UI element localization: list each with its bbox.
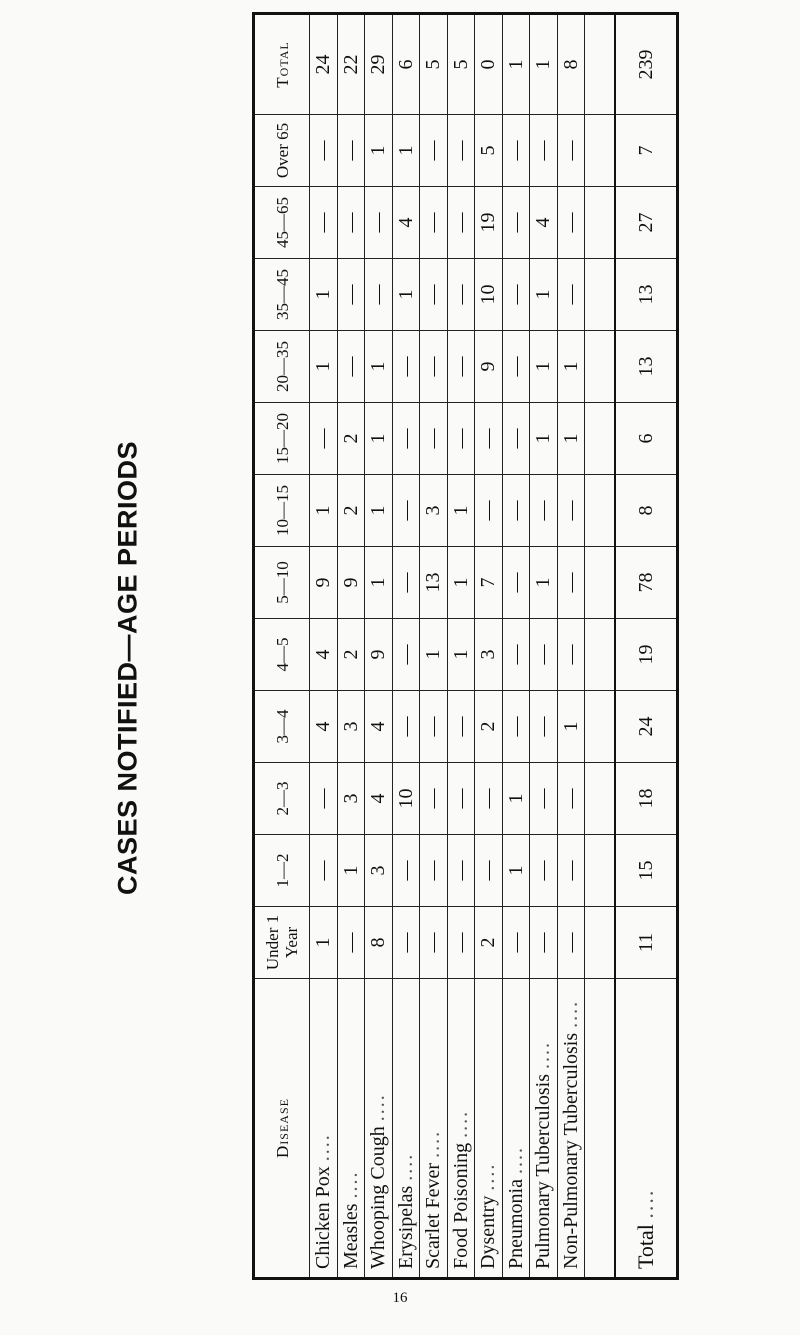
value-cell: — (557, 475, 585, 547)
value-cell: 1 (502, 835, 530, 907)
header-4-5: 4—5 (254, 619, 310, 691)
header-2-3: 2—3 (254, 763, 310, 835)
disease-name: Scarlet Fever (422, 1162, 444, 1269)
value-cell: — (447, 259, 475, 331)
value-cell: 3 (475, 619, 503, 691)
value-cell: — (475, 763, 503, 835)
disease-name: Pneumonia (504, 1179, 527, 1269)
value-cell: 1 (530, 331, 558, 403)
value-cell: 1 (310, 475, 338, 547)
value-cell: 3 (337, 763, 365, 835)
value-cell: — (502, 547, 530, 619)
header-3-4: 3—4 (254, 691, 310, 763)
value-cell: 1 (392, 115, 420, 187)
padding-cell (585, 259, 616, 331)
disease-name: Pulmonary Tuberculosis (532, 1073, 554, 1269)
value-cell: 1 (365, 547, 393, 619)
value-cell: — (557, 763, 585, 835)
header-35-45: 35—45 (254, 259, 310, 331)
value-cell: 1 (365, 115, 393, 187)
padding-cell (585, 907, 616, 979)
total-value-cell: 11 (615, 907, 678, 979)
value-cell: — (502, 619, 530, 691)
table-row (447, 14, 475, 1279)
value-cell: — (420, 691, 448, 763)
value-cell: — (420, 763, 448, 835)
value-cell: 4 (530, 187, 558, 259)
table-row (502, 14, 530, 1279)
value-cell: — (502, 187, 530, 259)
value-cell: — (447, 403, 475, 475)
value-cell: 2 (337, 475, 365, 547)
value-cell: 8 (557, 14, 585, 115)
padding-cell (585, 331, 616, 403)
padding-cell (585, 619, 616, 691)
value-cell: — (420, 331, 448, 403)
table-row (310, 14, 338, 1279)
value-cell: 3 (420, 475, 448, 547)
total-value-cell: 13 (615, 259, 678, 331)
value-cell: 2 (475, 907, 503, 979)
disease-name: Erysipelas (394, 1185, 417, 1269)
leader-dots: .... (532, 1040, 554, 1069)
leader-dots: .... (394, 1152, 417, 1181)
total-label: Total (632, 1224, 658, 1269)
table-body (310, 14, 678, 1279)
value-cell: 1 (530, 547, 558, 619)
value-cell: 1 (365, 475, 393, 547)
table-row (557, 14, 585, 1279)
value-cell: — (447, 763, 475, 835)
value-cell: — (365, 187, 393, 259)
value-cell: — (557, 835, 585, 907)
value-cell: 19 (475, 187, 503, 259)
total-value-cell: 15 (615, 835, 678, 907)
value-cell: — (502, 115, 530, 187)
total-value-cell: 8 (615, 475, 678, 547)
table-row (475, 14, 503, 1279)
value-cell: — (557, 259, 585, 331)
total-value-cell: 19 (615, 619, 678, 691)
value-cell: 1 (557, 331, 585, 403)
value-cell: 4 (310, 619, 338, 691)
value-cell: 1 (530, 403, 558, 475)
value-cell: 9 (365, 619, 393, 691)
total-value-cell: 13 (615, 331, 678, 403)
value-cell: — (337, 907, 365, 979)
value-cell: 24 (310, 14, 338, 115)
header-1-2: 1—2 (254, 835, 310, 907)
value-cell: — (530, 691, 558, 763)
value-cell: — (530, 619, 558, 691)
value-cell: 7 (475, 547, 503, 619)
leader-dots: .... (367, 1093, 389, 1122)
value-cell: 3 (337, 691, 365, 763)
value-cell: — (310, 835, 338, 907)
value-cell: 1 (365, 331, 393, 403)
leader-dots: .... (504, 1146, 527, 1174)
value-cell: — (337, 115, 365, 187)
value-cell: — (392, 907, 420, 979)
disease-name: Chicken Pox (312, 1166, 334, 1269)
value-cell: — (420, 835, 448, 907)
disease-cell (447, 979, 475, 1279)
total-value-cell: 78 (615, 547, 678, 619)
value-cell: — (392, 691, 420, 763)
value-cell: — (392, 403, 420, 475)
total-value-cell: 7 (615, 115, 678, 187)
header-10-15: 10—15 (254, 475, 310, 547)
padding-cell (585, 403, 616, 475)
disease-cell (337, 979, 365, 1279)
leader-dots: .... (339, 1170, 362, 1199)
value-cell: 2 (475, 691, 503, 763)
page-number: 16 (392, 1290, 408, 1306)
value-cell: 1 (337, 835, 365, 907)
disease-cell (420, 979, 448, 1279)
value-cell: 5 (420, 14, 448, 115)
value-cell: — (530, 475, 558, 547)
value-cell: — (392, 835, 420, 907)
disease-name: Food Poisoning (449, 1142, 472, 1269)
value-cell: — (310, 115, 338, 187)
value-cell: 1 (557, 691, 585, 763)
header-under-1-year: Under 1 Year (254, 907, 310, 979)
value-cell: — (447, 835, 475, 907)
table-row (337, 14, 365, 1279)
value-cell: — (502, 331, 530, 403)
disease-cell (502, 979, 530, 1279)
value-cell: — (530, 835, 558, 907)
padding-cell (585, 763, 616, 835)
value-cell: — (530, 115, 558, 187)
value-cell: — (502, 403, 530, 475)
value-cell: — (530, 763, 558, 835)
value-cell: 1 (530, 259, 558, 331)
value-cell: 1 (310, 259, 338, 331)
value-cell: — (392, 475, 420, 547)
value-cell: 9 (310, 547, 338, 619)
padding-cell (585, 14, 616, 115)
value-cell: — (337, 331, 365, 403)
value-cell: 1 (502, 14, 530, 115)
value-cell: 1 (365, 403, 393, 475)
value-cell: — (310, 187, 338, 259)
value-cell: 5 (475, 115, 503, 187)
value-cell: 5 (447, 14, 475, 115)
total-value-cell: 18 (615, 763, 678, 835)
padding-cell (585, 835, 616, 907)
value-cell: — (447, 187, 475, 259)
page-title-text: CASES NOTIFIED—AGE PERIODS (112, 440, 143, 896)
padding-cell (585, 979, 616, 1279)
value-cell: — (420, 259, 448, 331)
value-cell: — (475, 835, 503, 907)
table-row (420, 14, 448, 1279)
value-cell: 13 (420, 547, 448, 619)
value-cell: 4 (365, 763, 393, 835)
value-cell: — (337, 259, 365, 331)
total-value-cell: 239 (615, 14, 678, 115)
value-cell: 22 (337, 14, 365, 115)
value-cell: 4 (365, 691, 393, 763)
value-cell: — (475, 403, 503, 475)
value-cell: 1 (502, 763, 530, 835)
disease-name: Measles (339, 1203, 362, 1269)
header-total: Total (254, 14, 310, 115)
disease-cell (365, 979, 393, 1279)
value-cell: — (447, 691, 475, 763)
rotated-table-wrapper (252, 41, 679, 1280)
value-cell: 1 (310, 907, 338, 979)
value-cell: 10 (392, 763, 420, 835)
value-cell: 0 (475, 14, 503, 115)
total-label-cell (615, 979, 678, 1279)
leader-dots: .... (312, 1133, 334, 1162)
leader-dots: .... (449, 1109, 472, 1138)
value-cell: — (557, 115, 585, 187)
table-padding-row (585, 14, 616, 1279)
disease-cell (530, 979, 558, 1279)
value-cell: — (447, 331, 475, 403)
leader-dots: .... (559, 999, 582, 1028)
disease-name: Dysentry (477, 1195, 499, 1269)
value-cell: — (502, 259, 530, 331)
padding-cell (585, 547, 616, 619)
value-cell: 29 (365, 14, 393, 115)
header-15-20: 15—20 (254, 403, 310, 475)
value-cell: — (310, 763, 338, 835)
value-cell: 10 (475, 259, 503, 331)
disease-cell (557, 979, 585, 1279)
total-value-cell: 6 (615, 403, 678, 475)
header-20-35: 20—35 (254, 331, 310, 403)
header-row (254, 14, 310, 1279)
value-cell: 1 (447, 619, 475, 691)
leader-dots: .... (477, 1162, 499, 1191)
value-cell: 9 (337, 547, 365, 619)
value-cell: 1 (557, 403, 585, 475)
value-cell: — (557, 619, 585, 691)
value-cell: 1 (310, 331, 338, 403)
padding-cell (585, 115, 616, 187)
total-row (615, 14, 678, 1279)
value-cell: — (447, 115, 475, 187)
disease-name: Whooping Cough (367, 1126, 389, 1269)
value-cell: 2 (337, 403, 365, 475)
value-cell: — (420, 403, 448, 475)
value-cell: — (365, 259, 393, 331)
table-row (392, 14, 420, 1279)
disease-cell (475, 979, 503, 1279)
value-cell: — (557, 547, 585, 619)
leader-dots: .... (632, 1188, 658, 1219)
disease-cell (310, 979, 338, 1279)
value-cell: — (502, 907, 530, 979)
value-cell: — (502, 691, 530, 763)
value-cell: — (557, 187, 585, 259)
value-cell: — (557, 907, 585, 979)
value-cell: 9 (475, 331, 503, 403)
value-cell: 1 (392, 259, 420, 331)
leader-dots: .... (422, 1129, 444, 1158)
padding-cell (585, 475, 616, 547)
header-over-65: Over 65 (254, 115, 310, 187)
value-cell: — (420, 907, 448, 979)
value-cell: — (392, 547, 420, 619)
table-row (365, 14, 393, 1279)
value-cell: 3 (365, 835, 393, 907)
value-cell: — (392, 619, 420, 691)
value-cell: 1 (447, 547, 475, 619)
total-value-cell: 27 (615, 187, 678, 259)
value-cell: 1 (530, 14, 558, 115)
value-cell: 8 (365, 907, 393, 979)
value-cell: 2 (337, 619, 365, 691)
value-cell: — (310, 403, 338, 475)
value-cell: — (337, 187, 365, 259)
header-45-65: 45—65 (254, 187, 310, 259)
disease-cell (392, 979, 420, 1279)
age-periods-table (252, 12, 679, 1280)
value-cell: — (420, 187, 448, 259)
value-cell: — (447, 907, 475, 979)
value-cell: 4 (310, 691, 338, 763)
value-cell: 1 (420, 619, 448, 691)
value-cell: — (502, 475, 530, 547)
header-disease: Disease (254, 979, 310, 1279)
table-row (530, 14, 558, 1279)
total-value-cell: 24 (615, 691, 678, 763)
padding-cell (585, 691, 616, 763)
header-5-10: 5—10 (254, 547, 310, 619)
value-cell: — (475, 475, 503, 547)
value-cell: — (530, 907, 558, 979)
value-cell: — (420, 115, 448, 187)
disease-name: Non-Pulmonary Tuberculosis (559, 1032, 582, 1269)
value-cell: 6 (392, 14, 420, 115)
value-cell: 1 (447, 475, 475, 547)
padding-cell (585, 187, 616, 259)
value-cell: — (392, 331, 420, 403)
value-cell: 4 (392, 187, 420, 259)
